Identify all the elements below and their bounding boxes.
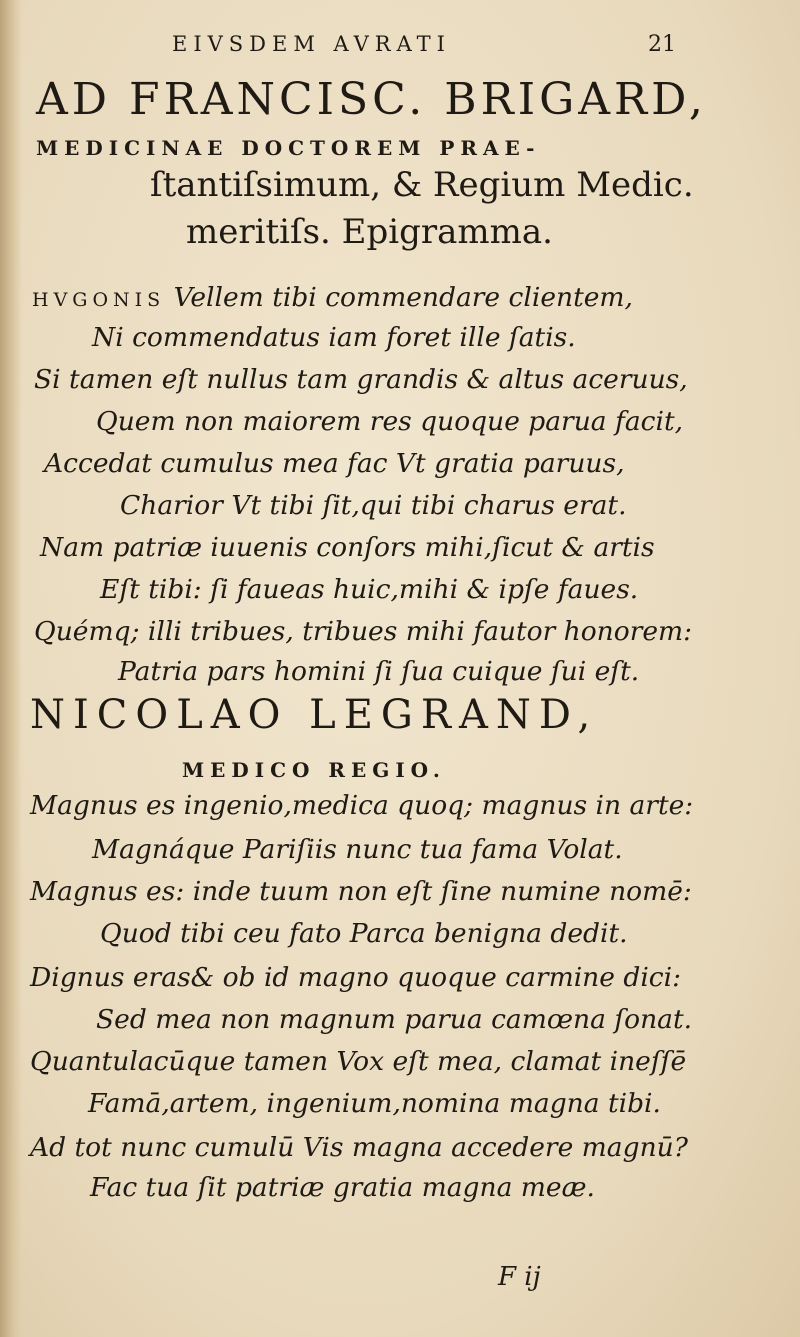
poem1-line-5: Accedat cumulus mea fac Vt gratia paruus, xyxy=(44,448,625,479)
poem1-line-2: Ni commendatus iam foret ille ſatis. xyxy=(92,322,576,353)
poem1-line-3: Si tamen eſt nullus tam grandis & altus aceruus, xyxy=(34,364,688,395)
poem1-line-9: Quémq; illi tribues, tribues mihi fautor honorem: xyxy=(34,616,693,647)
poem1-line-4: Quem non maiorem res quoque parua facit, xyxy=(96,406,684,437)
poem1-line-10: Patria pars homini ſi ſua cuique ſui eſt. xyxy=(118,656,640,687)
poem1-title-line3: ſtantiſsimum, & Regium Medic. xyxy=(150,165,694,205)
poem2-line-6: Sed mea non magnum parua camœna ſonat. xyxy=(96,1004,693,1035)
poem1-line-6: Charior Vt tibi ſit,qui tibi charus erat. xyxy=(120,490,627,521)
running-head: EIVSDEM AVRATI xyxy=(172,32,451,56)
poem1-line-1 xyxy=(32,282,633,313)
poem2-line-10: Fac tua ſit patriæ gratia magna meæ. xyxy=(90,1172,595,1203)
signature-mark: F ij xyxy=(498,1262,541,1292)
poem1-line-8: Eſt tibi: ſi faueas huic,mihi & ipſe faues. xyxy=(100,574,639,605)
poem1-title-line1: AD FRANCISC. BRIGARD, xyxy=(36,74,707,125)
poem1-line-1-text: Vellem tibi commendare clientem, xyxy=(173,282,633,313)
poem2-line-8: Famā,artem, ingenium,nomina magna tibi. xyxy=(88,1088,661,1119)
poem2-title-line1: NICOLAO LEGRAND, xyxy=(30,692,599,738)
page-number: 21 xyxy=(648,32,676,57)
poem2-line-1: Magnus es ingenio,medica quoq; magnus in arte: xyxy=(30,790,694,821)
page-gutter-shadow xyxy=(0,0,22,1337)
poem2-line-7: Quantulacūque tamen Vox eſt mea, clamat ineſſē xyxy=(30,1046,687,1077)
poem1-line-7: Nam patriæ iuuenis conſors mihi,ſicut & artis xyxy=(40,532,655,563)
poem2-line-5: Dignus eras& ob id magno quoque carmine dici: xyxy=(30,962,682,993)
poem2-line-4: Quod tibi ceu fato Parca benigna dedit. xyxy=(100,918,628,949)
poem1-title-line2: MEDICINAE DOCTOREM PRAE- xyxy=(36,136,541,160)
poem1-title-line4: meritiſs. Epigramma. xyxy=(186,212,553,252)
poem2-line-9: Ad tot nunc cumulū Vis magna accedere magnū? xyxy=(30,1132,688,1163)
poem1-lead-caps: HVGONIS xyxy=(32,289,166,311)
poem2-title-line2: MEDICO REGIO. xyxy=(182,758,446,782)
poem2-line-2: Magnáque Pariſiis nunc tua fama Volat. xyxy=(92,834,623,865)
poem2-line-3: Magnus es: inde tuum non eſt ſine numine nomē: xyxy=(30,876,692,907)
